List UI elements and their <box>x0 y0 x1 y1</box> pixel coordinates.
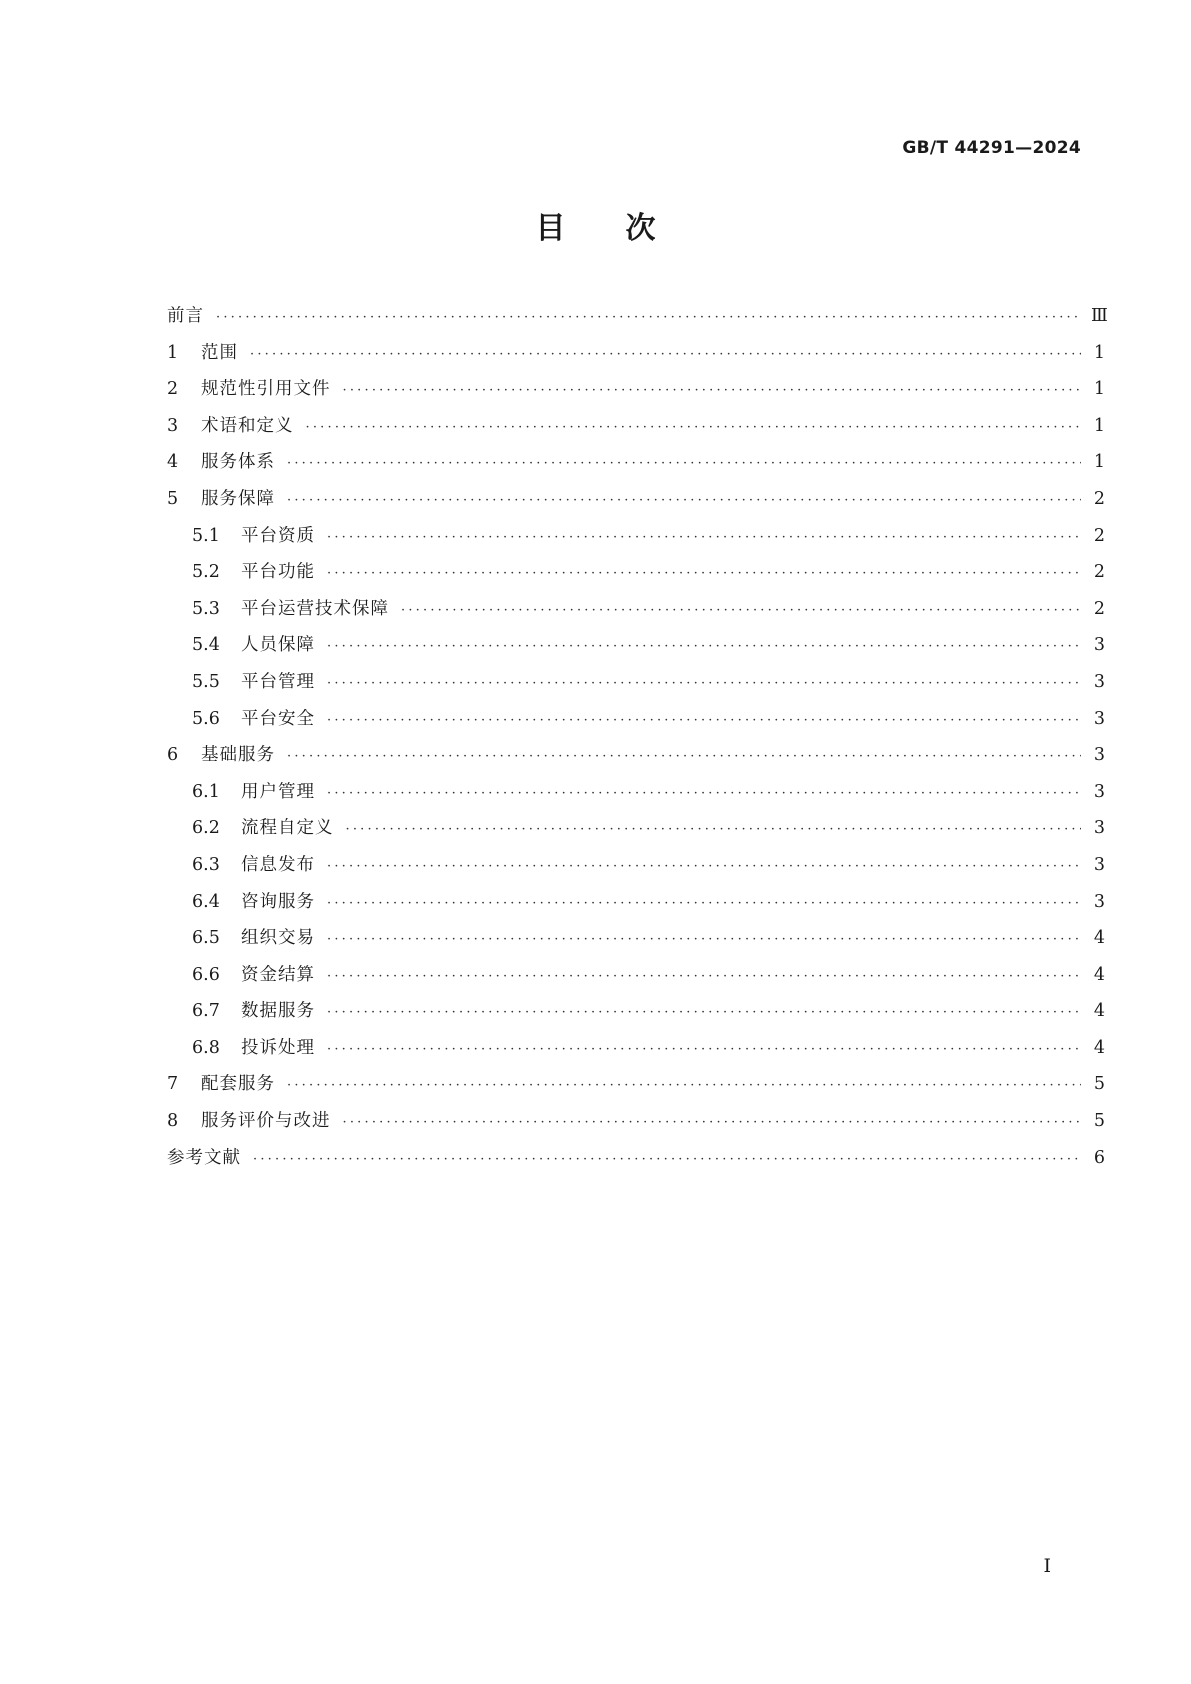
toc-entry-title: 平台功能 <box>241 562 315 583</box>
dot-leader <box>327 932 1081 947</box>
toc-entry-title: 组织交易 <box>241 928 315 949</box>
toc-entry[interactable] <box>167 1107 1105 1144</box>
toc-entry-number: 6.1 <box>192 781 220 802</box>
toc-entry-page: 1 <box>1093 452 1105 473</box>
toc-entry[interactable] <box>167 961 1105 998</box>
toc-entry-page: 1 <box>1093 379 1105 400</box>
toc-entry-title: 资金结算 <box>241 964 315 985</box>
toc-entry-page: 2 <box>1093 525 1105 546</box>
toc-entry[interactable] <box>167 814 1105 851</box>
toc-entry-number: 2 <box>167 379 179 400</box>
toc-entry[interactable] <box>167 997 1105 1034</box>
toc-entry-page: 5 <box>1093 1111 1105 1132</box>
toc-entry[interactable] <box>167 412 1105 449</box>
toc-entry-title: 服务体系 <box>201 452 275 473</box>
toc-entry-number: 5.1 <box>192 525 220 546</box>
dot-leader <box>250 347 1081 362</box>
toc-entry-title: 平台管理 <box>241 671 315 692</box>
toc-entry-page: 4 <box>1093 928 1105 949</box>
toc-entry-number: 6.3 <box>192 854 220 875</box>
toc-entry-page: 6 <box>1093 1147 1105 1168</box>
standard-code: GB/T 44291—2024 <box>902 138 1081 158</box>
toc-entry[interactable] <box>167 924 1105 961</box>
toc-entry[interactable] <box>167 1034 1105 1071</box>
toc-entry[interactable] <box>167 668 1105 705</box>
toc-entry-page: 3 <box>1093 891 1105 912</box>
toc-entry-number: 5.2 <box>192 562 220 583</box>
toc-entry-page: 3 <box>1093 854 1105 875</box>
toc-entry[interactable] <box>167 522 1105 559</box>
dot-leader <box>287 1078 1081 1093</box>
dot-leader <box>327 969 1081 984</box>
toc-entry-title: 前言 <box>167 306 204 326</box>
toc-entry-page: 3 <box>1093 781 1105 802</box>
toc-entry-title: 范围 <box>201 342 238 363</box>
toc-entry-title: 服务评价与改进 <box>201 1111 331 1132</box>
toc-entry-number: 6.4 <box>192 891 220 912</box>
dot-leader <box>287 493 1081 508</box>
dot-leader <box>343 383 1082 398</box>
toc-entry-title: 投诉处理 <box>241 1037 315 1058</box>
toc-entry[interactable] <box>167 595 1105 632</box>
toc-entry-title: 信息发布 <box>241 854 315 875</box>
toc-entry[interactable] <box>167 778 1105 815</box>
dot-leader <box>343 1115 1082 1130</box>
toc-entry-number: 6.2 <box>192 818 220 839</box>
toc-entry[interactable] <box>167 888 1105 925</box>
toc-entry-number: 5 <box>167 488 179 509</box>
toc-entry-page: 3 <box>1093 671 1105 692</box>
toc-entry[interactable] <box>167 485 1105 522</box>
toc-entry[interactable] <box>167 375 1105 412</box>
toc-entry-page: 2 <box>1093 562 1105 583</box>
dot-leader <box>401 603 1081 618</box>
toc-entry-page: 2 <box>1093 488 1105 509</box>
toc-entry-page: 4 <box>1093 1001 1105 1022</box>
dot-leader <box>327 1042 1081 1057</box>
toc-entry[interactable] <box>167 339 1105 376</box>
toc-title: 目次 <box>535 211 716 246</box>
toc-entry-page: 3 <box>1093 708 1105 729</box>
dot-leader <box>253 1152 1081 1167</box>
toc-entry[interactable] <box>167 851 1105 888</box>
toc-entry-page: 1 <box>1093 415 1105 436</box>
toc-entry-page: Ⅲ <box>1091 306 1108 326</box>
toc-entry-number: 1 <box>167 342 179 363</box>
toc-entry-title: 数据服务 <box>241 1001 315 1022</box>
dot-leader <box>327 1005 1081 1020</box>
toc-entry[interactable] <box>167 1144 1105 1181</box>
toc-entry-title: 咨询服务 <box>241 891 315 912</box>
toc-entry-number: 4 <box>167 452 179 473</box>
toc-entry-title: 平台安全 <box>241 708 315 729</box>
toc-entry-title: 流程自定义 <box>241 818 334 839</box>
toc-entry[interactable] <box>167 705 1105 742</box>
toc-entry-number: 7 <box>167 1074 179 1095</box>
dot-leader <box>287 456 1081 471</box>
dot-leader <box>287 749 1081 764</box>
toc-entry-page: 4 <box>1093 1037 1105 1058</box>
toc-entry-title: 服务保障 <box>201 488 275 509</box>
toc-entry-page: 3 <box>1093 745 1105 766</box>
toc-entry-page: 5 <box>1093 1074 1105 1095</box>
toc-entry-title: 配套服务 <box>201 1074 275 1095</box>
toc-entry-number: 6.5 <box>192 928 220 949</box>
toc-entry-number: 5.4 <box>192 635 220 656</box>
dot-leader <box>327 530 1081 545</box>
toc-entry-page: 2 <box>1093 598 1105 619</box>
toc-entry-number: 5.3 <box>192 598 220 619</box>
toc-entry-title: 参考文献 <box>167 1147 241 1168</box>
toc-entry-number: 5.5 <box>192 671 220 692</box>
toc-entry[interactable] <box>167 302 1108 339</box>
toc-entry-title: 平台资质 <box>241 525 315 546</box>
toc-entry-page: 1 <box>1093 342 1105 363</box>
table-of-contents <box>167 302 1108 1180</box>
dot-leader <box>327 566 1081 581</box>
toc-entry-number: 6.7 <box>192 1001 220 1022</box>
toc-entry-page: 4 <box>1093 964 1105 985</box>
dot-leader <box>306 420 1082 435</box>
toc-entry-title: 基础服务 <box>201 745 275 766</box>
toc-entry-number: 3 <box>167 415 179 436</box>
toc-entry-page: 3 <box>1093 818 1105 839</box>
dot-leader <box>327 896 1081 911</box>
toc-entry-number: 6 <box>167 745 179 766</box>
dot-leader <box>327 713 1081 728</box>
dot-leader <box>327 639 1081 654</box>
dot-leader <box>327 859 1081 874</box>
dot-leader <box>327 786 1081 801</box>
toc-entry-number: 6.8 <box>192 1037 220 1058</box>
toc-entry-number: 6.6 <box>192 964 220 985</box>
dot-leader <box>216 310 1081 325</box>
toc-entry[interactable] <box>167 1070 1105 1107</box>
page-number: Ⅰ <box>1043 1555 1051 1577</box>
toc-entry-number: 8 <box>167 1111 179 1132</box>
toc-entry-title: 人员保障 <box>241 635 315 656</box>
dot-leader <box>327 676 1081 691</box>
toc-entry-title: 术语和定义 <box>201 415 294 436</box>
toc-entry[interactable] <box>167 741 1105 778</box>
toc-entry-title: 规范性引用文件 <box>201 379 331 400</box>
dot-leader <box>346 822 1082 837</box>
toc-entry-title: 平台运营技术保障 <box>241 598 389 619</box>
toc-entry[interactable] <box>167 558 1105 595</box>
toc-entry-page: 3 <box>1093 635 1105 656</box>
toc-entry-number: 5.6 <box>192 708 220 729</box>
toc-entry[interactable] <box>167 631 1105 668</box>
toc-entry[interactable] <box>167 448 1105 485</box>
toc-entry-title: 用户管理 <box>241 781 315 802</box>
